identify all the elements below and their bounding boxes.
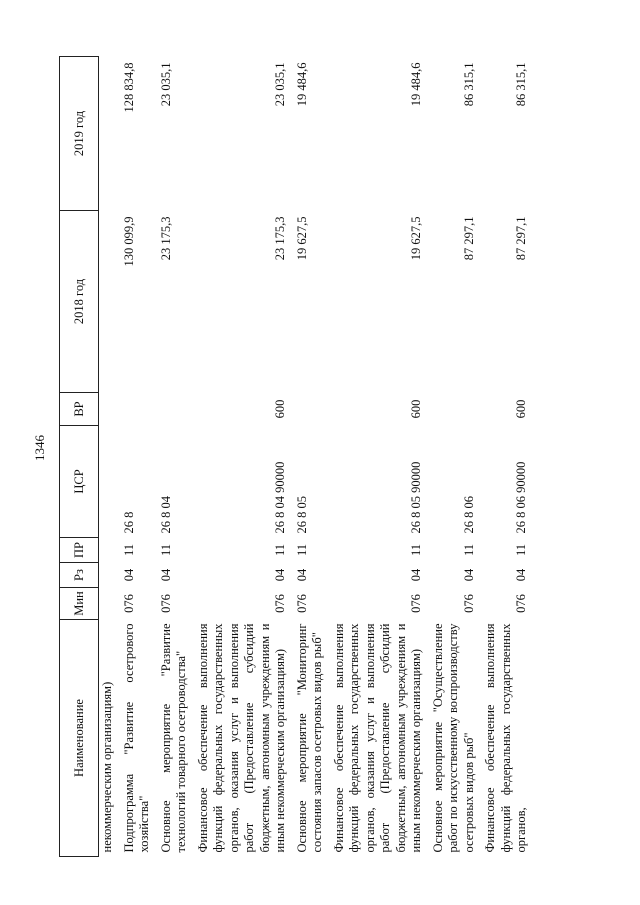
header-name: Наименование [60,620,99,857]
cell-pr: 11 [158,543,173,557]
table-row [329,57,428,857]
cell-2019: 23 035,1 [158,62,173,107]
header-rz: Рз [60,563,99,588]
cell-2019: 23 035,1 [273,62,287,107]
cell-2019 [99,57,119,211]
cell-csr: 26 8 [121,511,136,534]
cell-name: Основное мероприятие "Развитие технологий товарного осетроводства" [158,623,188,853]
cell-min: 076 [294,594,309,613]
cell-vr [99,393,119,426]
cell-2019: 19 484,6 [294,62,309,107]
header-min: Мин [60,588,99,620]
table-row [292,57,329,857]
cell-rz: 04 [158,568,173,582]
cell-min: 076 [514,594,528,613]
cell-2018 [99,211,119,393]
cell-vr: 600 [273,399,287,419]
cell-rz [99,563,119,588]
table-row [193,57,292,857]
table-row [428,57,481,857]
cell-min: 076 [273,594,287,613]
cell-vr [119,393,156,426]
cell-csr: 26 8 05 90000 [409,461,423,534]
page-number: 1346 [32,435,47,461]
cell-name: Финансовое обеспечение выполнения функций федеральных государственных органов, оказания услуг и выполнения работ (Предоставление субсидий бюджетным, автономным учреждениям и иным некоммерческим организациям) [331,623,423,853]
cell-name: Финансовое обеспечение выполнения функций федеральных государственных органов, [483,623,528,853]
table-row [156,57,193,857]
cell-2018: 87 297,1 [514,216,528,261]
cell-csr [99,426,119,538]
cell-vr [292,393,329,426]
cell-min [99,588,119,620]
cell-rz: 04 [514,568,528,582]
cell-pr: 11 [121,543,136,557]
table-row [119,57,156,857]
cell-2019: 86 315,1 [514,62,528,107]
header-row [60,57,99,857]
cell-name: Основное мероприятие "Мониторинг состояния запасов осетровых видов рыб" [294,623,324,853]
cell-csr: 26 8 05 [294,496,309,534]
cell-2019: 86 315,1 [461,62,476,107]
cell-2019: 128 834,8 [121,62,136,113]
cell-rz: 04 [409,568,423,582]
cell-rz: 04 [461,568,476,582]
table-row [99,57,119,857]
cell-name: Основное мероприятие "Осуществление работ по искусственному воспроизводству осетровых видов рыб" [430,623,476,853]
cell-2018: 130 099,9 [121,216,136,267]
cell-vr [156,393,193,426]
cell-2019: 19 484,6 [409,62,423,107]
cell-2018: 23 175,3 [158,216,173,261]
cell-rz: 04 [294,568,309,582]
cell-csr: 26 8 04 90000 [273,461,287,534]
cell-2018: 19 627,5 [409,216,423,261]
cell-rz: 04 [273,568,287,582]
cell-vr [428,393,481,426]
cell-pr: 11 [461,543,476,557]
rotated-table-container [59,57,603,857]
cell-pr: 11 [273,543,287,557]
cell-csr: 26 8 06 90000 [514,461,528,534]
cell-min: 076 [121,594,136,613]
cell-vr: 600 [409,399,423,419]
header-pr: ПР [60,538,99,563]
cell-csr: 26 8 06 [461,496,476,534]
cell-min: 076 [461,594,476,613]
cell-pr: 11 [409,543,423,557]
cell-name: некоммерческим организациям) [100,681,114,853]
cell-pr [99,538,119,563]
cell-vr: 600 [514,399,528,419]
cell-2018: 87 297,1 [461,216,476,261]
cell-name: Финансовое обеспечение выполнения функций федеральных государственных органов, оказания услуг и выполнения работ (Предоставление субсидий бюджетным, автономным учреждениям и иным некоммерческим организациям) [195,623,287,853]
header-csr: ЦСР [60,426,99,538]
header-2018: 2018 год [60,211,99,393]
header-2019: 2019 год [60,57,99,211]
cell-min: 076 [158,594,173,613]
cell-2018: 23 175,3 [273,216,287,261]
table-row [480,57,533,857]
header-vr: ВР [60,393,99,426]
cell-pr: 11 [294,543,309,557]
cell-min: 076 [409,594,423,613]
cell-pr: 11 [514,543,528,557]
cell-2018: 19 627,5 [294,216,309,261]
cell-rz: 04 [121,568,136,582]
budget-table [59,56,533,857]
cell-name: Подпрограмма "Развитие осетрового хозяйства" [121,623,151,853]
cell-csr: 26 8 04 [158,496,173,534]
